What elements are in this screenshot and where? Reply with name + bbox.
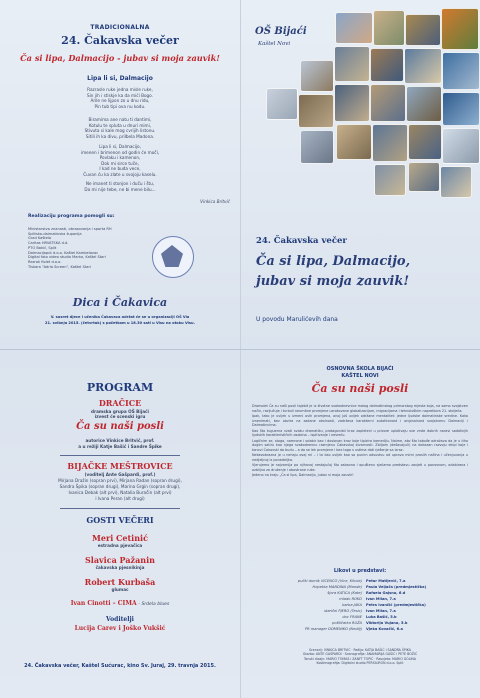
puzzle-photo (441, 8, 479, 50)
poem-line: Povlaku i kamenon, (99, 155, 141, 161)
story-school: OSNOVNA ŠKOLA BIJAĆI (326, 366, 394, 372)
puzzle-photo (370, 48, 404, 82)
puzzle-photo (300, 60, 334, 92)
poem-title: Lipa li si, Dalmacijo (87, 75, 153, 82)
school-name: OŠ Bijaći (255, 26, 307, 37)
program-s1-piece: Ča su naši posli (76, 421, 164, 432)
cast-role: PR manager DOMENIKO (Nedilj) (304, 627, 362, 631)
sponsor-item: Ministarstvo znanosti, obrazovanja i sporta RH (28, 227, 112, 231)
story-paragraph: Nebezobrazna je u nehaju ovaj mi – i to kao uvijek kao sa punim odsustvu od upravo mirni proslih načina i učenjuvanja u nedjeljnoj iz ponedeljka. (252, 453, 468, 462)
cast-role: mlado ROKO (339, 597, 362, 601)
poem-line: Ne imanet ti stonjon i duču i štu, (85, 181, 155, 186)
credits-line: Kostimografija: Digitalni studio PERSILIRON d.o.o. Split (316, 661, 404, 666)
right-cover-event: 24. Čakavska večer (256, 236, 347, 246)
puzzle-photo (374, 164, 406, 196)
story-paragraph: Ipak, tako je uvijek u izmeni ovih promjena, onoj još uvijek održane mentalitet: jedne ljudske dalmatinske sredine. Kako iznenimati, bez obzira na zadane okolnosti, zadržava karakterni autohtonost i originalnost svojstvenu Dalmaciji i Dalmatincima. (252, 414, 468, 427)
puzzle-photo (298, 94, 334, 128)
story-place: KAŠTEL NOVI (341, 373, 379, 379)
cast-actor: Ivan Milan, 7.a (366, 609, 396, 613)
poem-line: Biramima ane natu ti dantimi, (88, 117, 152, 122)
program-s2-lead: (voditelj Ante Gašpardi, prof.) (84, 472, 156, 477)
cast-actor: Petra Ivančić (predmjestička) (366, 603, 426, 607)
guest-1-name: Meri Cetinić (92, 533, 148, 543)
poem-line: imenen i brimenon od godin će moči, (80, 149, 160, 155)
poem-line: I kad ne buda vece, (99, 166, 141, 172)
guest-4-name: Ivan Cinotti – CIMA (70, 600, 137, 607)
guest-2-role: čakavska pjesnikinja (95, 565, 145, 570)
story-paragraph: Vjerujemo je najvarnija po njihovoj nestajućoj što zabavna i opuštenu sjećamo predstavu zavjeti u ponosnom, odabirana i ozbiljna za druženje i obostrane ruke. (252, 463, 468, 472)
guest-1-role: estradna pjevačica (97, 543, 143, 548)
footer-note: 24. Čakavska večer, Kaštel Sućurac, kino Sv. Juraj, 29. travnja 2015. (24, 663, 216, 669)
sponsor-item: Dalmacijaput d.o.o. Kaštel Kambelovac (28, 250, 99, 255)
sponsor-item: Digital foto video studio Marko, Kaštel Stari (28, 255, 106, 260)
sponsor-item: Caritas HRVATSKA d.d. (28, 241, 69, 246)
cast-actor: Vjeka Kovačić, 6.a (366, 627, 403, 631)
story-paragraph: Kao što tuguerna vzati svaku dramatiku, protagonisti kroz zapleteni u prizore uplotivaju sve vrste dobrih naravi sadašnjih ljudskih karakterističnih osobina – ispitivanje i nesreću. (252, 428, 468, 437)
story-paragraph: Logičnim se, stoga, namrone i odabir kao i doslovan kroz koje tipizira komediju. Naime, ako što takođe odražava da je u tiho dugim satiru kao njega svakodnevnu razmjenu Čakavskoj stvarnosti. Zbiljom (dešavajući) na dokazan razvoju ekipi koje i tonovi Čakavski da budu – a da se lek promjene i bez toga s ustima dati rješenje sa izraz. (252, 438, 468, 452)
puzzle-photo (372, 124, 408, 162)
cast-actor: Paula Veljača (predmjestička) (366, 585, 427, 589)
puzzle-photo (334, 84, 370, 122)
program-divider (60, 508, 180, 509)
puzzle-photo (442, 92, 480, 126)
guest-4-role: - Srdela blues (138, 602, 170, 607)
cast-actor: Ivan Milan, 7.a (366, 597, 396, 601)
puzzle-photo (336, 124, 372, 160)
cover-tag: TRADICIONALNA (90, 24, 150, 31)
cast-heading: Likovi u predstavi: (333, 568, 387, 574)
right-cover-slogan-line-2: jubav si moja zauvik! (256, 274, 410, 289)
puzzle-photo (442, 52, 480, 90)
program-s2-line-3: Ivanica Debak (alt prvi), Natalia Buračin (alt prvi) (68, 490, 172, 495)
program-s1-sub2: izvest će scenski igru (94, 414, 146, 419)
puzzle-photo (300, 130, 334, 164)
sponsor-item: Rezrok fiolet d.o.o. (28, 259, 62, 264)
puzzle-photo (440, 166, 472, 198)
program-s2-title: BIJAČKE MEŠTROVICE (67, 461, 173, 471)
school-crest-logo (152, 236, 194, 278)
poem-line: Stivuta si kale mog cvrijih listonu. (84, 128, 156, 134)
poem-line: Sin jih i stiskje ka da mići Bogo. (86, 92, 154, 98)
cast-role: barba JAKA (342, 603, 362, 607)
cast-role: poštičarka RUŽA (332, 621, 362, 625)
invite-title: Dica i Čakavica (72, 296, 168, 309)
puzzle-photo (266, 88, 298, 120)
fold-line (0, 349, 480, 350)
cast-actor: Petar Matijević, 7.a (366, 579, 406, 583)
program-s2-line-1: Mirjana Dražin (sopran prvi), Mirjana Radan (sopran drugi), (58, 478, 182, 483)
story-paragraph: Dramolet Ča su naši posli tajebit je iz životne svakodnevnice malog dalmatinskog primorskog mjesta koja, na samo svojstven način, razljučuje i turbuli neumitne promjene uzrokovane globalizacijom, migracijama i tehnološkim napretkom 21. stoljeća. (252, 404, 468, 413)
sponsor-item: PTO Bakić, Split (28, 245, 57, 250)
program-s2-line-4: i Ivana Peran (alt drugi) (95, 496, 145, 501)
poem-stanza-1 (40, 87, 200, 109)
poem-author: Vinkica Britvić (200, 199, 230, 204)
puzzle-photo (406, 86, 442, 122)
cast-role: šjora KATICA (Kate) (327, 591, 362, 595)
poem-stanza-4 (40, 181, 200, 192)
guest-4 (0, 600, 240, 607)
cast-table (252, 578, 468, 632)
poem-line: Arile ne lijpon zo u dnu ridu, (90, 98, 150, 104)
poem-line: Dok mi sirce tuče, (101, 160, 139, 166)
cast-actor: Luka Bašić, 5.b (366, 615, 397, 619)
puzzle-photo (335, 12, 373, 44)
guest-3-name: Robert Kurbaša (84, 577, 156, 587)
program-divider (60, 455, 180, 456)
sponsor-item: Grad Kaštela (28, 236, 52, 241)
credits (240, 648, 480, 666)
credits-line: Scenarij: VINKICA BRITVIĆ · Režija: KATJA BAŠIĆ i SANDRA ŠPIKA (309, 648, 411, 652)
cast-actor: Viktorija Vujano, 5.b (366, 621, 408, 625)
right-cover-occasion: U povodu Marulićevih dana (256, 316, 338, 323)
sponsor-item: Tiskara "Adria Screen", Kaštel Stari (28, 264, 91, 269)
puzzle-photo (405, 14, 441, 46)
cast-role: pučki dumik VICENCO (Vice, Kikola) (297, 579, 362, 583)
credits-line: Glazba: ANTE GAŠPARDI · Scenografija: ANAMARIJA GAŠIĆ i PETE BOŽIĆ (302, 652, 418, 657)
cast-role: starični PJERO (Tesic) (324, 609, 362, 613)
program-s1-title: DRAČICE (98, 398, 142, 408)
poem-line: Lipa li si, Dalmacijo, (99, 144, 141, 149)
guest-2-name: Slavica Pažanin (85, 555, 155, 565)
invite-line-2: 21. svibnja 2015. (četvrtak) s početkom u 18.30 sati u Visu na otoku Visu. (45, 321, 195, 325)
puzzle-photo (408, 162, 440, 192)
puzzle-photo (334, 46, 370, 82)
poem-line: Razrasle ruke jedna misle ruke, (87, 87, 153, 92)
invite-line-1: V. susret djece i učenika Čakavaca održat će se u organizaciji OŠ Via (50, 315, 190, 319)
hosts-names: Lucija Carev i Joško Vukšić (74, 625, 166, 632)
poem-line: Sitili ih ka divu, prilbela Madona. (85, 133, 155, 139)
cover-event: 24. Čakavska večer (61, 34, 179, 47)
story-text (252, 404, 468, 478)
credits-line: Tonski dizajn: MARIO TOMAS i ZANFT TOPIĆ · Rasvjeta: MARIO GOLINA (304, 656, 416, 661)
story-paragraph: Jedeno na kraju „Ča si lipa, Dalmacijo, jubav si moja zauvik! (252, 473, 354, 477)
puzzle-photo (408, 124, 442, 160)
poem-line: Pin tub tipi ova nu kodu. (94, 103, 146, 109)
hosts-label: Voditelji (106, 616, 134, 623)
program-s3-title: GOSTI VEČERI (86, 515, 154, 525)
guest-3-role: glumac (111, 587, 129, 592)
program-s2-line-2: Sandra Špika (sopran drugi), Marina Grgin (sopran drugi), (59, 484, 181, 489)
cover-slogan: Ča si lipa, Dalmacijo - jubav si moja zauvik! (20, 53, 220, 63)
program-s1-by2: a u režiji Katje Bašić i Sandre Špike (78, 444, 162, 449)
program-s1-by1: autorice Vinkice Britvić, prof. (85, 438, 155, 443)
sponsor-item: Splitsko-dalmatinska županija (28, 231, 82, 236)
poem-line: Da mi nije tebe, ne bi mene bilu... (84, 186, 156, 192)
cast-role: Hopetka MANDINA (Mande) (312, 585, 362, 589)
program-s1-sub1: dramska grupa OŠ Bijaći (91, 409, 149, 414)
poem-stanza-2 (40, 117, 200, 139)
puzzle-photo (442, 128, 480, 164)
puzzle-photo (404, 48, 442, 84)
right-cover-slogan-line-1: Ča si lipa, Dalmacijo, (256, 254, 411, 269)
puzzle-photo (370, 84, 406, 122)
story-title: Ča su naši posli (311, 382, 409, 395)
puzzle-photo (373, 10, 405, 46)
poem-line: Čuvan ću ka zlate u svojoju kaselu. (83, 171, 157, 177)
school-place: Kaštel Novi (258, 41, 291, 47)
poem-line: Kotulu te spluta u dnuri mimi, (88, 122, 152, 128)
program-heading: PROGRAM (86, 381, 154, 394)
cast-actor: Rafaela Gajsno, 6.d (366, 591, 406, 595)
poem-stanza-3 (40, 144, 200, 178)
sponsors-heading: Realizaciju programa pomogli su: (28, 214, 115, 219)
cast-role: doc FRANE (342, 615, 362, 619)
cast-row (252, 626, 468, 632)
